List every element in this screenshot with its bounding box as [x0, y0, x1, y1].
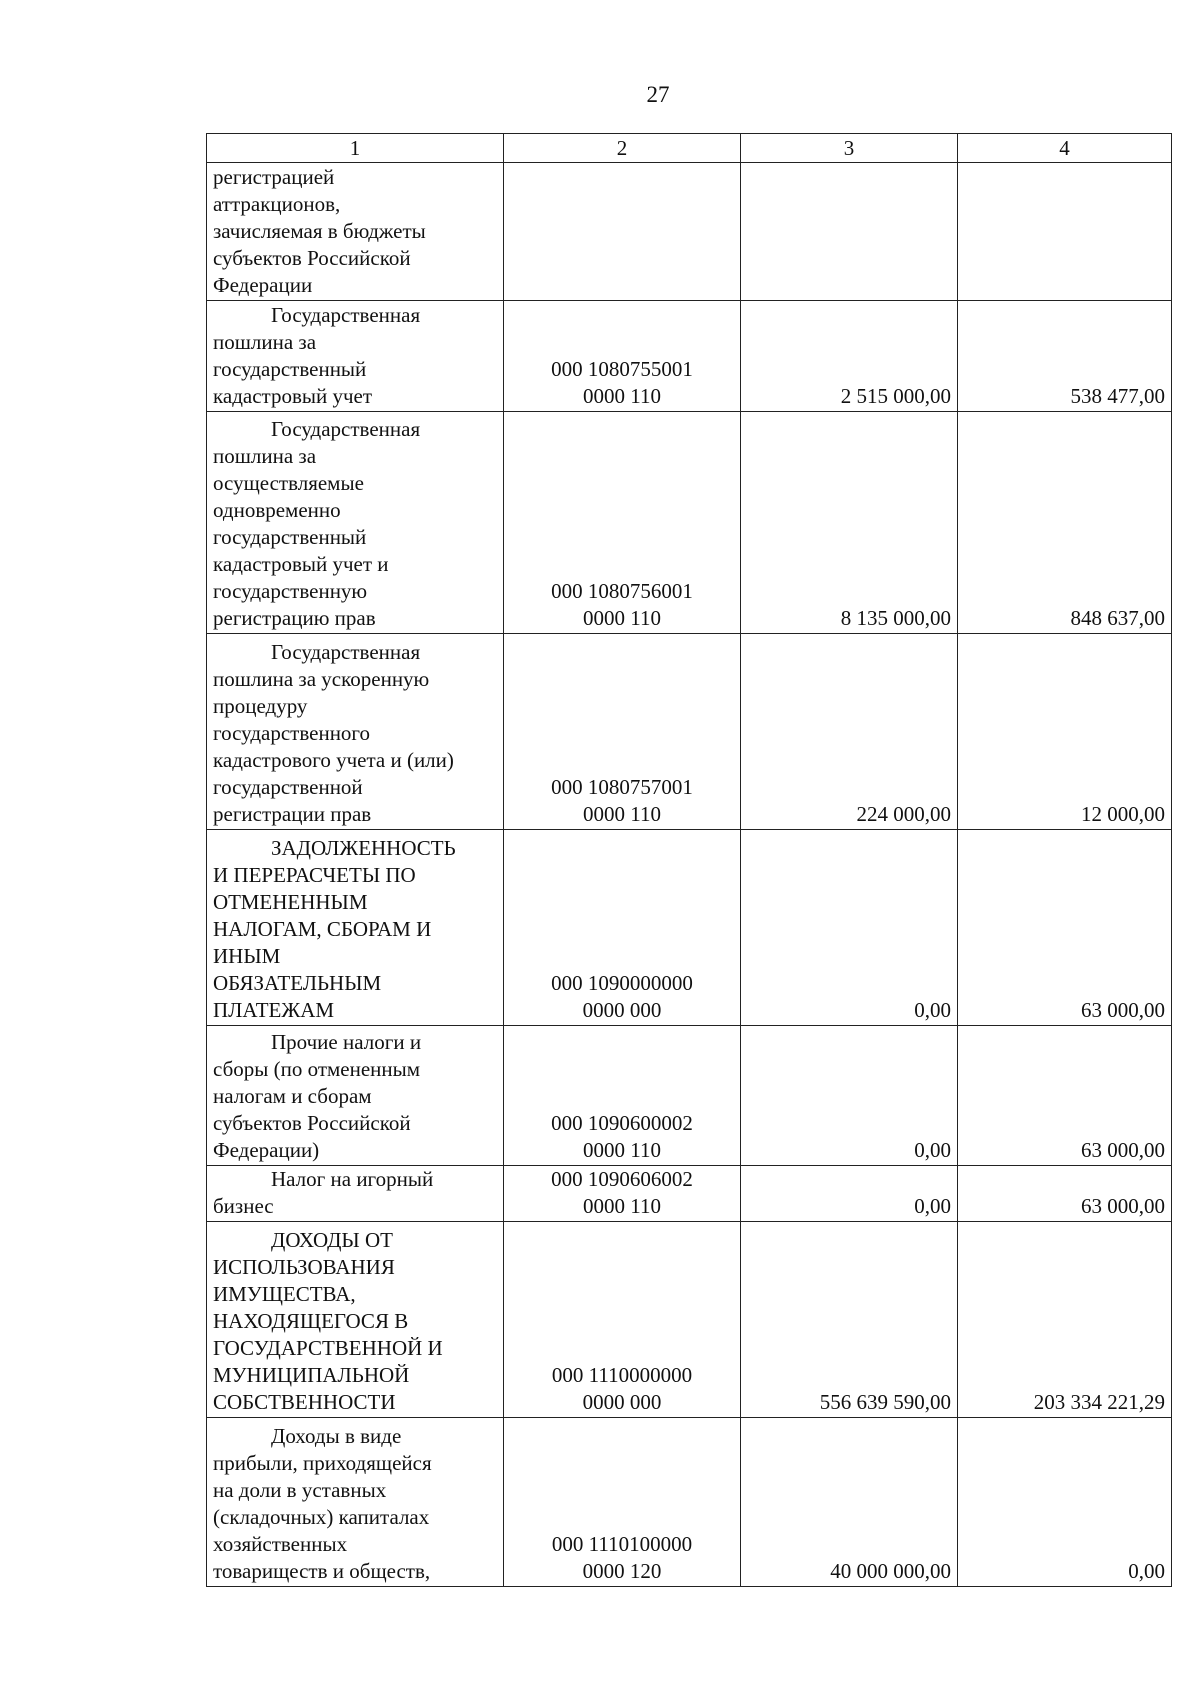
table-row	[207, 1026, 1172, 1166]
revenue-name-cell: ДОХОДЫ ОТ ИСПОЛЬЗОВАНИЯ ИМУЩЕСТВА, НАХОДЯЩЕГОСЯ В ГОСУДАРСТВЕННОЙ И МУНИЦИПАЛЬНОЙ СОБСТВЕННОСТИ	[207, 1222, 504, 1418]
page-number: 27	[646, 82, 670, 107]
table-row	[207, 412, 1172, 634]
column-header-3: 3	[741, 134, 958, 163]
planned-amount-cell: 40 000 000,00	[741, 1418, 958, 1587]
budget-code-cell	[504, 163, 741, 301]
budget-code-cell: 000 1080755001 0000 110	[504, 301, 741, 412]
planned-amount-cell: 556 639 590,00	[741, 1222, 958, 1418]
revenue-name-cell: Доходы в виде прибыли, приходящейся на доли в уставных (складочных) капиталах хозяйственных товариществ и обществ,	[207, 1418, 504, 1587]
actual-amount-cell: 203 334 221,29	[958, 1222, 1172, 1418]
table-row	[207, 830, 1172, 1026]
revenue-name-cell: Государственная пошлина за ускоренную процедуру государственного кадастрового учета и (или) государственной регистрации прав	[207, 634, 504, 830]
budget-code-cell: 000 1080757001 0000 110	[504, 634, 741, 830]
budget-code-cell: 000 1090000000 0000 000	[504, 830, 741, 1026]
actual-amount-cell: 848 637,00	[958, 412, 1172, 634]
table-row	[207, 1166, 1172, 1222]
revenue-name-cell: Государственная пошлина за осуществляемые одновременно государственный кадастровый учет и государственную регистрацию прав	[207, 412, 504, 634]
actual-amount-cell: 0,00	[958, 1418, 1172, 1587]
table-body	[207, 163, 1172, 1587]
budget-code-cell: 000 1090606002 0000 110	[504, 1166, 741, 1222]
planned-amount-cell	[741, 163, 958, 301]
header-row	[207, 134, 1172, 163]
budget-code-cell: 000 1090600002 0000 110	[504, 1026, 741, 1166]
planned-amount-cell: 0,00	[741, 1026, 958, 1166]
revenue-name-cell: Государственная пошлина за государственный кадастровый учет	[207, 301, 504, 412]
budget-code-cell: 000 1080756001 0000 110	[504, 412, 741, 634]
actual-amount-cell: 63 000,00	[958, 1026, 1172, 1166]
table-row	[207, 1222, 1172, 1418]
planned-amount-cell: 0,00	[741, 830, 958, 1026]
planned-amount-cell: 2 515 000,00	[741, 301, 958, 412]
column-header-1: 1	[207, 134, 504, 163]
revenue-name-cell: регистрацией аттракционов, зачисляемая в бюджеты субъектов Российской Федерации	[207, 163, 504, 301]
planned-amount-cell: 0,00	[741, 1166, 958, 1222]
column-header-4: 4	[958, 134, 1172, 163]
actual-amount-cell: 12 000,00	[958, 634, 1172, 830]
table-row	[207, 1418, 1172, 1587]
actual-amount-cell: 538 477,00	[958, 301, 1172, 412]
budget-revenue-table	[206, 133, 1172, 1587]
revenue-name-cell: ЗАДОЛЖЕННОСТЬ И ПЕРЕРАСЧЕТЫ ПО ОТМЕНЕННЫМ НАЛОГАМ, СБОРАМ И ИНЫМ ОБЯЗАТЕЛЬНЫМ ПЛАТЕЖАМ	[207, 830, 504, 1026]
budget-code-cell: 000 1110100000 0000 120	[504, 1418, 741, 1587]
column-header-2: 2	[504, 134, 741, 163]
planned-amount-cell: 8 135 000,00	[741, 412, 958, 634]
table-row	[207, 163, 1172, 301]
budget-code-cell: 000 1110000000 0000 000	[504, 1222, 741, 1418]
table-row	[207, 634, 1172, 830]
table-row	[207, 301, 1172, 412]
actual-amount-cell: 63 000,00	[958, 1166, 1172, 1222]
planned-amount-cell: 224 000,00	[741, 634, 958, 830]
revenue-name-cell: Налог на игорный бизнес	[207, 1166, 504, 1222]
table-header	[207, 134, 1172, 163]
actual-amount-cell	[958, 163, 1172, 301]
actual-amount-cell: 63 000,00	[958, 830, 1172, 1026]
revenue-name-cell: Прочие налоги и сборы (по отмененным налогам и сборам субъектов Российской Федерации)	[207, 1026, 504, 1166]
